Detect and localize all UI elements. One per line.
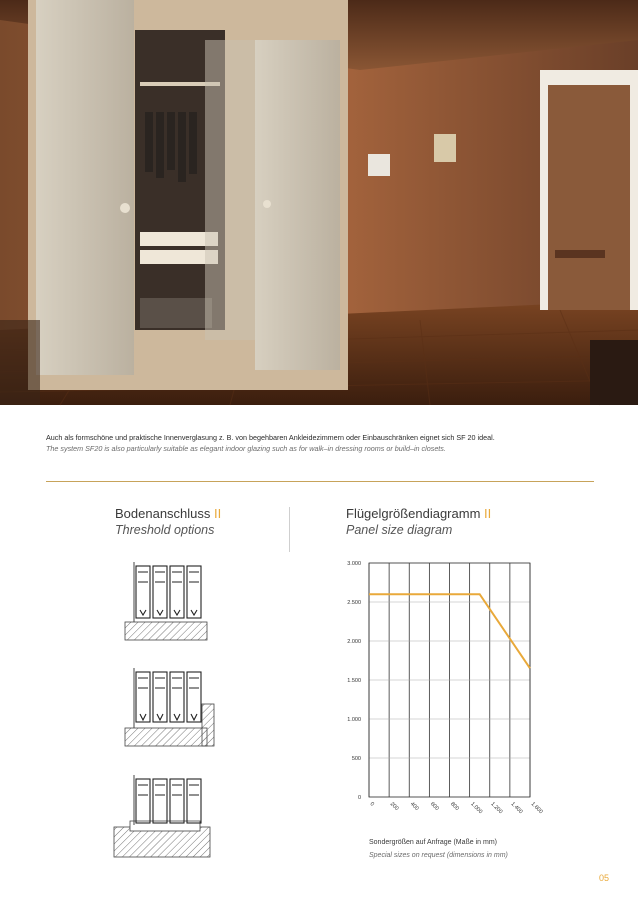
- x-tick-label: 200: [388, 801, 400, 812]
- x-tick-label: 1.600: [529, 801, 544, 816]
- x-tick-label: 0: [368, 801, 375, 808]
- section-divider: [46, 481, 594, 482]
- threshold-title-slash: II: [214, 506, 222, 521]
- x-tick-label: 400: [408, 801, 420, 812]
- x-tick-label: 1.200: [489, 801, 504, 816]
- y-tick-label: 500: [351, 756, 361, 762]
- diagram-title-text: Flügelgrößendiagramm: [346, 506, 481, 521]
- diagram-title-slash: II: [484, 506, 492, 521]
- threshold-title-text: Bodenanschluss: [115, 506, 211, 521]
- diagram-subtitle: Panel size diagram: [346, 523, 453, 537]
- x-tick-label: 1.400: [509, 801, 524, 816]
- threshold-title: [115, 505, 221, 522]
- diagram-title: [346, 505, 491, 522]
- panel-size-chart: [340, 556, 544, 816]
- caption-english: The system SF20 is also particularly suitable as elegant indoor glazing such as for walk–in dressing rooms or build–in closets.: [46, 444, 446, 453]
- threshold-drawing-raised: [120, 668, 215, 750]
- caption-german: Auch als formschöne und praktische Innenverglasung z. B. von begehbaren Ankleidezimmern oder Einbauschränken eignet sich SF 20 ideal.: [46, 433, 495, 442]
- chart-note-english: Special sizes on request (dimensions in mm): [369, 852, 508, 859]
- y-tick-label: 0: [357, 795, 361, 801]
- x-tick-label: 800: [449, 801, 460, 812]
- y-tick-label: 2.500: [347, 600, 361, 606]
- x-tick-label: 1.000: [469, 801, 484, 816]
- page-number: 05: [599, 873, 610, 883]
- y-tick-label: 1.500: [347, 678, 361, 684]
- x-tick-label: 600: [428, 801, 440, 812]
- threshold-subtitle: Threshold options: [115, 523, 215, 537]
- column-divider: [289, 507, 290, 552]
- threshold-drawing-flush: [120, 562, 215, 642]
- y-tick-label: 3.000: [347, 561, 361, 567]
- chart-note-german: Sondergrößen auf Anfrage (Maße in mm): [369, 839, 498, 846]
- photo-caption: [46, 432, 606, 454]
- threshold-drawing-recessed: [112, 775, 212, 860]
- y-tick-label: 1.000: [347, 717, 361, 723]
- y-tick-label: 2.000: [347, 639, 361, 645]
- interior-photo: [0, 0, 638, 405]
